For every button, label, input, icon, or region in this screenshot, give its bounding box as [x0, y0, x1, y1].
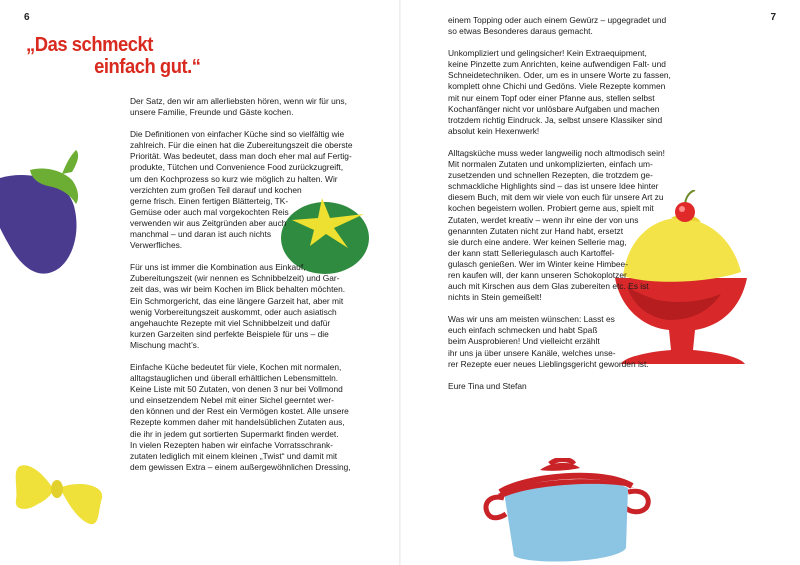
- paragraph: Die Definitionen von einfacher Küche sind so vielfältig wie zahlreich. Für die einen hat die Zubereitungszeit die oberste Priorität. Was bedeutet, dass man doch eher mal auf Fertig- produkte, Tütchen und Convenience Food zurückzugreift, um den Kochprozess so kurz wie möglich zu halten. Wir verzichten zum großen Teil darauf und kochen gerne frisch. Einen fertigen Blätterteig, TK- Gemüse oder auch mal vorgekochten Reis verwenden wir aus Zeitgründen aber auch manchmal – und daran ist auch nichts Verwerfliches.: [130, 129, 353, 251]
- paragraph: Einfache Küche bedeutet für viele, Kochen mit normalen, alltagstauglichen und überall erhältlichen Lebensmitteln. Keine Liste mit 50 Zutaten, von denen 3 nur bei Vollmond und einsetzendem Nebel mit einer Sichel geerntet wer- den können und der Rest ein Vermögen kostet. Alle unsere Rezepte kommen daher mit handelsüblichen Zutaten aus, die ihr in jedem gut sortierten Supermarkt finden werdet. In vielen Rezepten haben wir einfache Vorratsschrank- zutaten lediglich mit einem kleinen „Twist“ und damit mit dem gewissen Extra – einem außergewöhnlichen Dressing,: [130, 361, 351, 472]
- page-title: [26, 34, 210, 78]
- paragraph: Für uns ist immer die Kombination aus Einkauf, Zubereitungszeit (wir nennen es Schnibbelzeit) und Gar- zeit das, was wir beim Kochen im Blick behalten möchten. Ein Schmorgericht, das eine längere Garzeit hat, aber mit wenig Vorbereitungszeit auskommt, oder auch asiatisch angehauchte Rezepte mit viel Schnibbelzeit und dafür kurzen Garzeiten sind perfekte Beispiele für uns – die Mischung macht’s.: [130, 262, 346, 350]
- signature: Eure Tina und Stefan: [448, 380, 527, 391]
- pot-icon: [480, 458, 655, 565]
- body-text-left: [130, 96, 368, 484]
- paragraph: Alltagsküche muss weder langweilig noch altmodisch sein! Mit normalen Zutaten und unkomplizierten, einfach um- zusetzenden und schnellen Rezepten, die trotzdem ge- schmackliche Highlights sind – das ist unsere Idee hinter diesem Buch, mit dem wir viele von euch für unsere Art zu kochen begeistern wollen. Probiert gerne aus, spielt mit Zutaten, werdet kreativ – wenn ihr eine der von uns genannten Zutaten nicht zur Hand habt, ersetzt sie durch eine andere. Wer keinen Sellerie mag, der kann statt Selleriegulasch auch Kartoffel- gulasch genießen. Wer im Winter keine Himbee- ren kaufen will, der kann unseren Schokoplotzer auch mit Kirschen aus dem Glas zubereiten etc. Es ist nichts in Stein gemeißelt!: [448, 147, 665, 303]
- paragraph: Der Satz, den wir am allerliebsten hören, wenn wir für uns, unsere Familie, Freunde und Gäste kochen.: [130, 96, 347, 118]
- paragraph: Unkompliziert und gelingsicher! Kein Extraequipment, keine Pinzette zum Anrichten, keine aufwendigen Falt- und Schneidetechniken. Oder, um es in unsere Worte zu fassen, komplett ohne Chichi und Gedöns. Viele Rezepte kommen mit nur einem Topf oder einer Pfanne aus, stellen selbst Kochanfänger nicht vor unlösbare Aufgaben und machen trotzdem richtig Eindruck. Ja, selbst unsere Klassiker sind absolut kein Hexenwerk!: [448, 48, 671, 136]
- page-number-left: 6: [24, 12, 30, 23]
- paragraph: einem Topping oder auch einem Gewürz – upgegradet und so etwas Besonderes daraus gemacht.: [448, 15, 667, 37]
- farfalle-icon: [10, 448, 106, 534]
- title-line-1: „Das schmeckt: [26, 34, 153, 56]
- body-text-right: [448, 15, 696, 403]
- paragraph: Was wir uns am meisten wünschen: Lasst es euch einfach schmecken und habt Spaß beim Ausprobieren! Und vielleicht erzählt ihr uns ja über unsere Kanäle, welches unse- rer Rezepte euer neues Lieblingsgericht geworden ist.: [448, 314, 649, 369]
- eggplant-icon: [0, 140, 90, 280]
- page-number-right: 7: [770, 12, 776, 23]
- page-gutter: [399, 0, 401, 565]
- title-line-2: einfach gut.“: [94, 56, 201, 78]
